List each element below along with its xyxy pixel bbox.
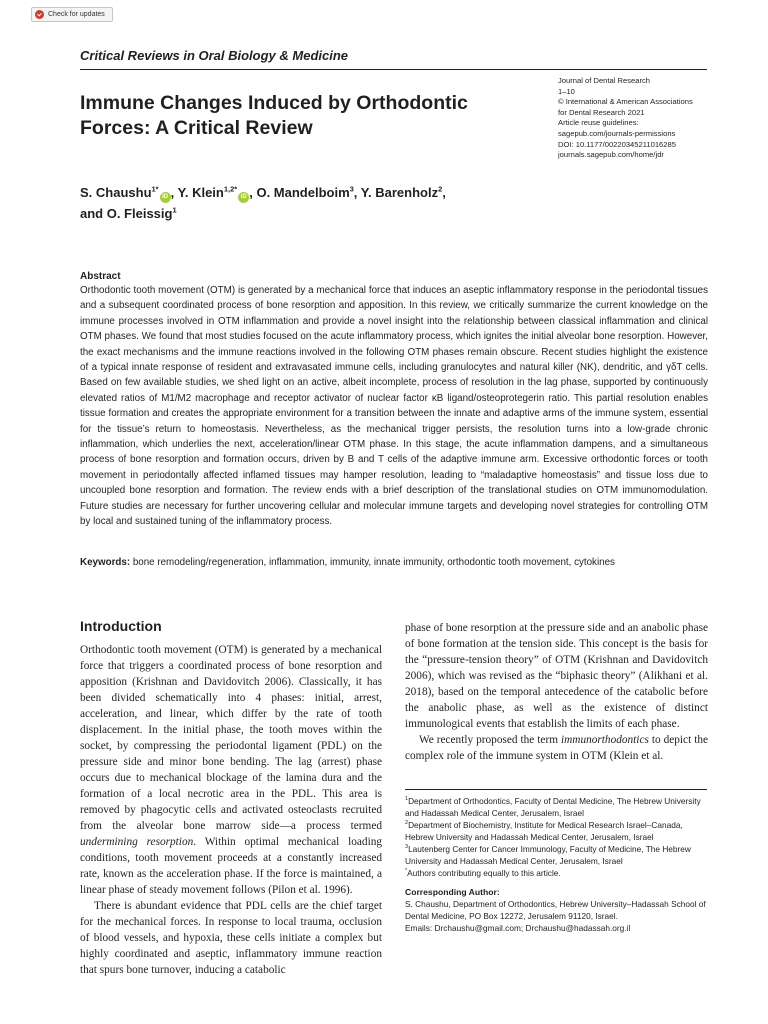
equal-contribution-footnote: *Authors contributing equally to this article. — [405, 868, 561, 878]
section-label: Critical Reviews in Oral Biology & Medicine — [80, 48, 349, 63]
header-rule — [80, 69, 707, 70]
article-title-line: Forces: A Critical Review — [80, 117, 313, 139]
doi-link[interactable]: DOI: 10.1177/00220345211016285 — [558, 139, 676, 149]
journal-info — [558, 76, 718, 161]
check-updates-icon — [35, 10, 44, 19]
author-name[interactable]: Y. Klein$^{1,2*}$ — [177, 184, 238, 200]
abstract-text: Orthodontic tooth movement (OTM) is generated by a mechanical force that induces an aseptic inflammatory response in the periodontal tissues and a subsequent coordinated process of bone resorption and apposition. In this review, we critically summarize the current knowledge on the immune processes involved in OTM inflammation and provide a novel insight into the relationship between classical inflammation and clinical OTM phases. We found that most studies focused on the acute inflammatory process, which ignites the initial alveolar bone resorption. However, the exact mechanisms and the immune reactions involved in the following OTM phases remain obscure. Recent studies highlight the existence of a typical innate response of resident and extravasated immune cells, including granulocytes and natural killer (NK), dendritic, and γδT cells. Based on few available studies, we shed light on an active, albeit incomplete, process of resolution in the lag phase, supported by continuously elevated ratios of M1/M2 macrophage and receptor activator of nuclear factor κB ligand/osteoprotegerin ratio. This partial resolution enables tissue formation and creates the appropriate environment for a transition between the innate and adaptive arms of the immune system, essential for the tissue’s return to homeostasis. Nevertheless, as the mechanical trigger persists, the resolution turns into a low-grade chronic inflammation, which underlies the next, acceleration/linear OTM phase. In this stage, the acute inflammation dampens, and a simultaneous process of bone resorption and formation occurs, driven by B and T cells of the adaptive immune arm. Excessive orthodontic forces or tooth movement in periodontally affected inflamed tissues may hamper resolution, leading to “maladaptive homeostasis” and tissue loss due to uncoupled bone resorption and formation. The review ends with a brief description of the translational studies on OTM immunomodulation. Future studies are necessary for further uncovering cellular and molecular immune targets and developing novel strategies for controlling OTM by local and sustained tuning of the inflammatory process. — [80, 285, 708, 528]
introduction-heading: Introduction — [80, 618, 162, 634]
check-for-updates-label: Check for updates — [48, 11, 105, 18]
body-column-right — [405, 620, 708, 764]
article-title-line: Immune Changes Induced by Orthodontic — [80, 92, 468, 114]
corresponding-author-emails[interactable]: Emails: Drchaushu@gmail.com; Drchaushu@hadassah.org.il — [405, 923, 631, 933]
check-for-updates-badge[interactable] — [31, 7, 113, 22]
paragraph: We recently proposed the term immunorthodontics to depict the complex role of the immune system in OTM (Klein et al. — [405, 734, 708, 762]
orcid-icon[interactable]: iD — [160, 192, 171, 203]
copyright-line: © International & American Associations — [558, 97, 693, 107]
keywords — [80, 556, 708, 569]
paragraph: phase of bone resorption at the pressure side and an anabolic phase of bone formation at the tension side. This concept is the basis for the “pressure-tension theory” of OTM (Krishnan and Davidovitch 2006), which was revised as the “biphasic theory” (Alikhani et al. 2018), based on the temporal antecedence of the catabolic before the anabolic phase, as well as the existence of distinct immunological events that establish the limits of each phase. — [405, 622, 708, 730]
journal-home-link[interactable]: journals.sagepub.com/home/jdr — [558, 150, 664, 160]
affiliation-footnote: $^2$Department of Biochemistry, Institute for Medical Research Israel–Canada, Hebrew University and Hadassah Medical Center, Jerusalem, Israel — [405, 820, 683, 842]
affiliation-footnote: $^3$Lautenberg Center for Cancer Immunology, Faculty of Medicine, The Hebrew University and Hadassah Medical Center, Jerusalem, Israel — [405, 844, 691, 866]
author-name[interactable]: S. Chaushu$^{1*}$ — [80, 184, 159, 200]
affiliation-footnote: $^1$Department of Orthodontics, Faculty of Dental Medicine, The Hebrew University and Hadassah Medical Center, Jerusalem, Israel — [405, 796, 701, 818]
paragraph: There is abundant evidence that PDL cells are the chief target for the mechanical forces. In response to local trauma, occlusion of blood vessels, and hypoxia, these cells initiate a complex but highly coordinated and aseptic, inflammatory immune reaction that spurs bone turnover, inducing a catabolic — [80, 900, 382, 976]
orcid-icon[interactable]: iD — [238, 192, 249, 203]
corresponding-author-heading: Corresponding Author: — [405, 887, 500, 897]
keywords-label: Keywords: — [80, 557, 131, 568]
author-name[interactable]: and O. Fleissig$^1$ — [80, 205, 177, 221]
copyright-line: for Dental Research 2021 — [558, 107, 645, 117]
abstract-heading: Abstract — [80, 271, 121, 282]
page-range: 1–10 — [558, 86, 575, 96]
body-column-left — [80, 642, 382, 978]
author-name[interactable]: Y. Barenholz$^2$ — [360, 184, 443, 200]
reuse-guidelines-label: Article reuse guidelines: — [558, 118, 639, 128]
footnotes — [405, 795, 708, 934]
author-list: S. Chaushu$^{1*}$iD , Y. Klein$^{1,2*}$iD , O. Mandelboim$^3$, Y. Barenholz$^2$, and O. Fleissig$^1$ — [80, 184, 446, 221]
paragraph: Orthodontic tooth movement (OTM) is generated by a mechanical force that triggers a coordinated process of bone resorption and apposition (Krishnan and Davidovitch 2006). Classically, it has been divided schematically into 4 phases: initial, arrest, acceleration, and linear, which differ by the rate of tooth displacement. In the initial phase, the tooth moves within the socket, by compressing the periodontal ligament (PDL) on the pressure side and minor bone bending. The lag (arrest) phase occurs due to mechanical blockage of the lamina dura and the formation of a local necrotic area in the PDL. This area is removed by phagocytic cells and activated osteoclasts recruited from the alveolar bone marrow side—a process termed undermining resorption. Within optimal mechanical loading conditions, tooth movement proceeds at a constantly increased rate, known as the acceleration phase. If the force is maintained, a linear phase of steady movement follows (Pilon et al. 1996). — [80, 644, 383, 896]
article-title — [80, 91, 550, 141]
footnote-rule — [405, 789, 707, 790]
permissions-link[interactable]: sagepub.com/journals-permissions — [558, 128, 676, 138]
author-name[interactable]: O. Mandelboim$^3$ — [256, 184, 354, 200]
keywords-text: bone remodeling/regeneration, inflammation, immunity, innate immunity, orthodontic tooth movement, cytokines — [132, 557, 615, 568]
journal-name: Journal of Dental Research — [558, 76, 651, 85]
corresponding-author-text: S. Chaushu, Department of Orthodontics, Hebrew University–Hadassah School of Dental Medicine, PO Box 12272, Jerusalem 91120, Israel. — [405, 899, 706, 921]
